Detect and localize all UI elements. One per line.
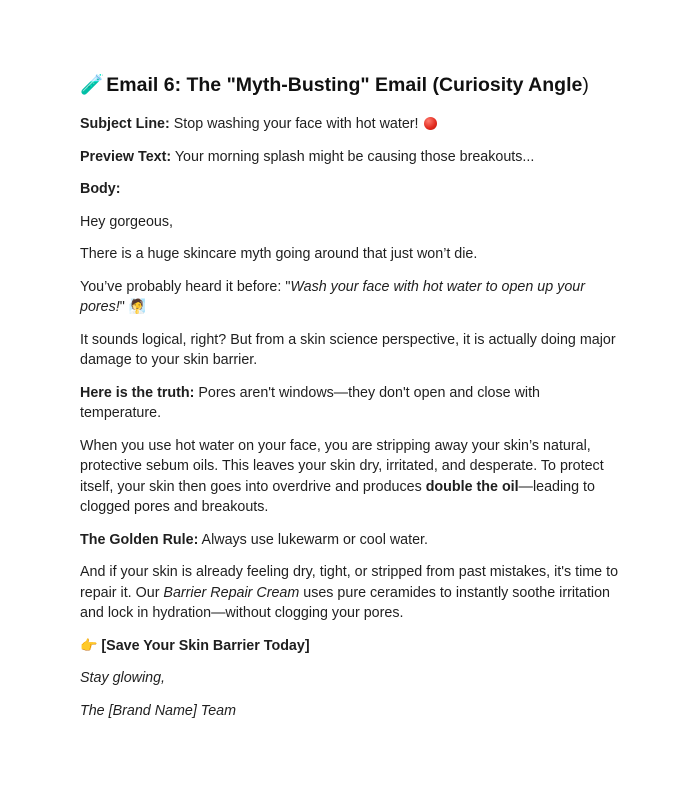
hot-water-bold: double the oil [425,478,519,495]
email-title-paren: ) [582,74,589,96]
subject-label: Subject Line: [80,116,170,132]
paragraph-golden-rule [80,530,620,551]
heard-tail: " [119,299,129,315]
cta-line [80,636,620,657]
signature [80,701,620,722]
truth-label: Here is the truth: [80,384,195,401]
repair-lead: And if your skin is already feeling dry, tight, or stripped from past mistakes, it's time to repair it. Our [80,564,619,601]
pointing-hand-icon: 👉 [80,636,98,653]
truth-text: Pores aren't windows—they don't open and close with temperature. [80,384,540,421]
repair-tail: uses pure ceramides to instantly soothe irritation and lock in hydration—without clogging your pores. [80,584,610,621]
greeting: Hey gorgeous, [80,213,173,230]
body-label: Body: [80,181,121,197]
paragraph-logical: It sounds logical, right? But from a skin science perspective, it is actually doing major damage to your skin barrier. [80,331,616,368]
preview-value: Your morning splash might be causing those breakouts... [171,148,535,165]
signoff [80,668,620,689]
paragraph-repair [80,562,620,624]
preview-text [80,147,620,168]
preview-label: Preview Text: [80,148,172,165]
test-tube-icon: 🧪 [80,74,105,96]
subject-line [80,114,620,135]
hot-water-tail: —leading to clogged pores and breakouts. [80,478,595,515]
person-in-steamy-room-icon: 🧖 [128,298,147,314]
heard-lead: You’ve probably heard it before: " [80,278,291,295]
paragraph-heard [80,277,620,318]
golden-rule-label: The Golden Rule: [80,531,199,548]
paragraph-hot-water [80,436,620,518]
red-circle-icon [424,117,437,130]
paragraph-truth [80,383,620,424]
signature-text: The [Brand Name] Team [80,702,237,719]
paragraph-myth: There is a huge skincare myth going around that just won’t die. [80,246,478,262]
product-name: Barrier Repair Cream [163,584,300,601]
signoff-text: Stay glowing, [80,670,166,686]
body-heading [80,179,620,200]
hot-water-lead: When you use hot water on your face, you are stripping away your skin’s natural, protective sebum oils. This leaves your skin dry, irritated, and desperate. To protect itself, your skin then goes into overdrive and produces [80,437,604,495]
email-title-text: Email 6: The "Myth-Busting" Email (Curiosity Angle [106,74,583,96]
golden-rule-text: Always use lukewarm or cool water. [198,531,428,548]
subject-text: Stop washing your face with hot water! [169,116,423,132]
heard-quote: Wash your face with hot water to open up your pores! [80,278,585,315]
email-title [80,70,620,100]
cta-link[interactable]: [Save Your Skin Barrier Today] [101,637,310,654]
email-document [80,70,620,733]
